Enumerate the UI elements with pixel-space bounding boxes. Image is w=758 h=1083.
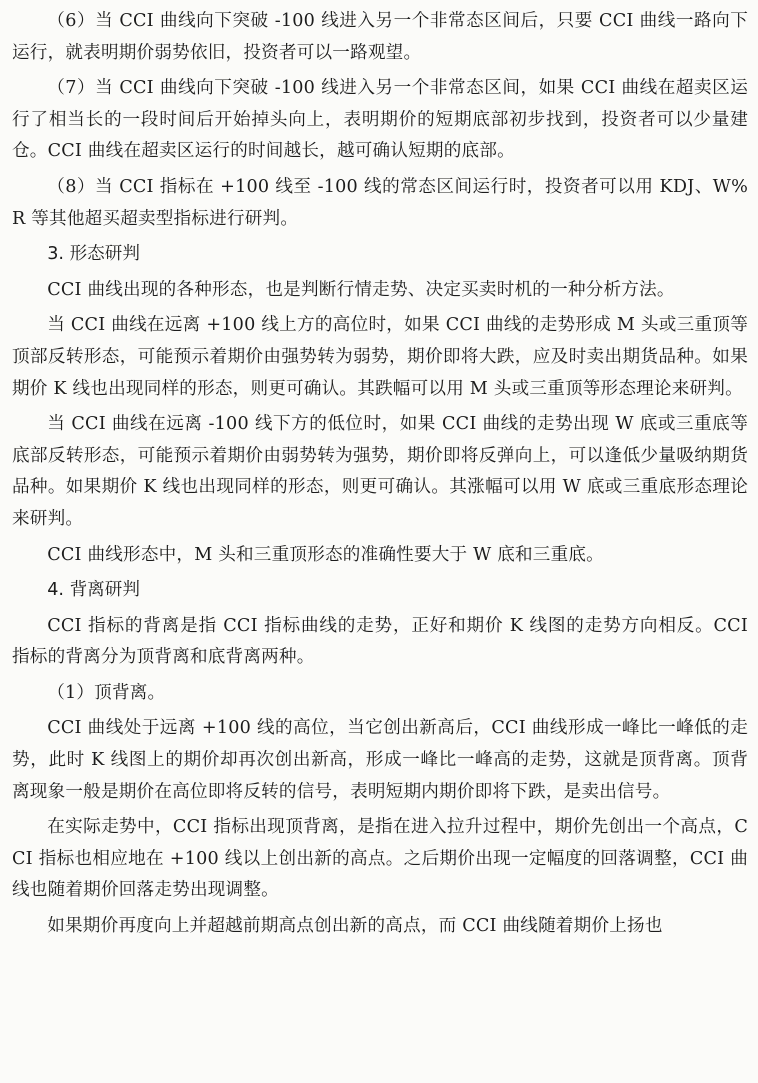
section-heading-pattern: 3. 形态研判 [47, 244, 140, 265]
paragraph-7: （7）当 CCI 曲线向下突破 -100 线进入另一个非常态区间，如果 CCI 曲线在超卖区运行了相当长的一段时间后开始掉头向上，表明期价的短期底部初步找到，投资者可以少量建仓。CCI 曲线在超卖区运行的时间越长，越可确认短期的底部。 [12, 78, 748, 162]
paragraph-6: （6）当 CCI 曲线向下突破 -100 线进入另一个非常态区间后，只要 CCI 曲线一路向下运行，就表明期价弱势依旧，投资者可以一路观望。 [12, 11, 748, 63]
paragraph-top-divergence-practice: 在实际走势中，CCI 指标出现顶背离，是指在进入拉升过程中，期价先创出一个高点，CCI 指标也相应地在 +100 线以上创出新的高点。之后期价出现一定幅度的回落调整，CCI 曲线也随着期价回落走势出现调整。 [12, 817, 748, 901]
paragraph-bottom-pattern: 当 CCI 曲线在远离 -100 线下方的低位时，如果 CCI 曲线的走势出现 W 底或三重底等底部反转形态，可能预示着期价由弱势转为强势，期价即将反弹向上，可以逢低少量吸纳期货品种。如果期价 K 线也出现同样的形态，则更可确认。其涨幅可以用 W 底或三重底形态理论来研判。 [12, 414, 748, 529]
paragraph-pattern-accuracy: CCI 曲线形态中，M 头和三重顶形态的准确性要大于 W 底和三重底。 [47, 544, 604, 565]
paragraph-pattern-intro: CCI 曲线出现的各种形态，也是判断行情走势、决定买卖时机的一种分析方法。 [47, 279, 675, 300]
paragraph-top-divergence-def: CCI 曲线处于远离 +100 线的高位，当它创出新高后，CCI 曲线形成一峰比一峰低的走势，此时 K 线图上的期价却再次创出新高，形成一峰比一峰高的走势，这就是顶背离。顶背离现象一般是期价在高位即将反转的信号，表明短期内期价即将下跌，是卖出信号。 [12, 718, 748, 802]
subheading-top-divergence: （1）顶背离。 [47, 682, 166, 703]
paragraph-top-pattern: 当 CCI 曲线在远离 +100 线上方的高位时，如果 CCI 曲线的走势形成 M 头或三重顶等顶部反转形态，可能预示着期价由强势转为弱势，期价即将大跌，应及时卖出期货品种。如果期价 K 线也出现同样的形态，则更可确认。其跌幅可以用 M 头或三重顶等形态理论来研判。 [12, 315, 748, 399]
paragraph-8: （8）当 CCI 指标在 +100 线至 -100 线的常态区间运行时，投资者可以用 KDJ、W%R 等其他超买超卖型指标进行研判。 [12, 176, 748, 229]
paragraph-top-divergence-continue: 如果期价再度向上并超越前期高点创出新的高点，而 CCI 曲线随着期价上扬也 [47, 916, 663, 937]
section-heading-divergence: 4. 背离研判 [47, 580, 140, 601]
paragraph-divergence-intro: CCI 指标的背离是指 CCI 指标曲线的走势，正好和期价 K 线图的走势方向相反。CCI 指标的背离分为顶背离和底背离两种。 [12, 615, 748, 668]
